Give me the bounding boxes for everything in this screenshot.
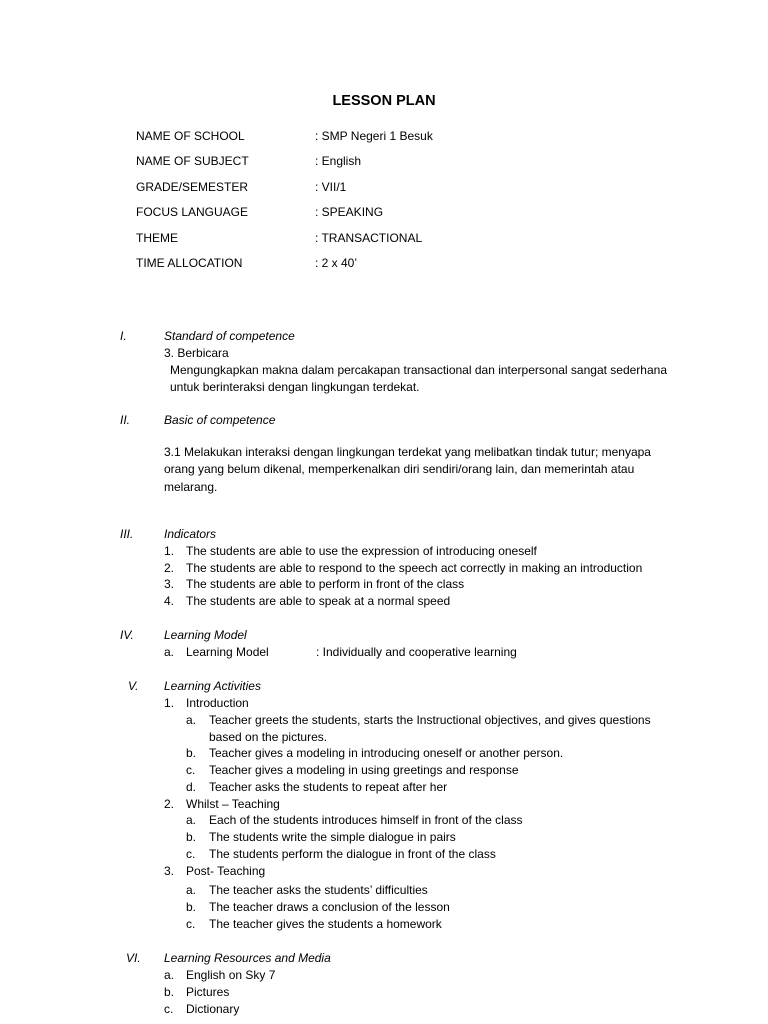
list-letter: b. <box>164 985 175 999</box>
list-text: The students perform the dialogue in front of the class <box>209 847 496 861</box>
info-label: FOCUS LANGUAGE <box>136 205 249 220</box>
basic-text-line: orang yang belum dikenal, memperkenalkan diri sendiri/orang lain, dan memerintah atau <box>164 462 635 476</box>
list-number: 4. <box>164 594 175 608</box>
standard-text-line: untuk berinteraksi dengan lingkungan terdekat. <box>170 380 420 394</box>
list-item <box>186 812 686 829</box>
info-table <box>136 128 433 280</box>
list-item <box>186 899 686 916</box>
section-number: IV. <box>120 628 134 642</box>
list-item <box>164 984 229 1001</box>
list-letter: a. <box>164 645 175 659</box>
basic-text-line: melarang. <box>164 480 218 494</box>
page-title: LESSON PLAN <box>332 93 436 109</box>
list-text: Teacher gives a modeling in using greetings and response <box>209 763 519 777</box>
list-item <box>186 779 686 796</box>
list-text: The students are able to perform in front of the class <box>186 577 465 591</box>
list-item <box>164 543 537 560</box>
info-label: GRADE/SEMESTER <box>136 179 249 194</box>
section-title-resources: Learning Resources and Media <box>164 951 331 965</box>
list-item <box>164 796 280 813</box>
section-title-indicators: Indicators <box>164 527 217 541</box>
list-letter: a. <box>186 883 197 897</box>
list-text: English on Sky 7 <box>186 968 276 982</box>
learning-model-value: : Individually and cooperative learning <box>316 645 517 659</box>
info-label: TIME ALLOCATION <box>136 255 243 270</box>
section-title-basic: Basic of competence <box>164 413 276 427</box>
section-number: I. <box>120 329 127 343</box>
list-text-line: based on the pictures. <box>209 729 328 744</box>
list-letter: b. <box>186 900 197 914</box>
list-number: 3. <box>164 864 175 878</box>
info-row-time <box>136 255 433 280</box>
info-value: : SPEAKING <box>315 205 384 220</box>
list-item <box>164 644 517 661</box>
list-text: The teacher asks the students’ difficulties <box>209 883 428 897</box>
list-letter: a. <box>186 813 197 827</box>
list-item <box>186 745 686 762</box>
basic-text-line: 3.1 Melakukan interaksi dengan lingkungan terdekat yang melibatkan tindak tutur; menyapa <box>164 445 651 459</box>
list-text: The students write the simple dialogue in pairs <box>209 830 456 844</box>
list-number: 3. <box>164 577 175 591</box>
info-label: THEME <box>136 230 178 245</box>
list-text: The students are able to use the expression of introducing oneself <box>186 544 537 558</box>
info-value: : VII/1 <box>315 179 347 194</box>
info-value: : 2 x 40’ <box>315 255 358 270</box>
list-item <box>164 560 642 577</box>
standard-subheading: 3. Berbicara <box>164 346 229 360</box>
list-text: Introduction <box>186 696 249 710</box>
list-letter: c. <box>186 917 196 931</box>
info-row-school <box>136 128 433 153</box>
list-item <box>186 829 686 846</box>
section-number: V. <box>128 679 139 693</box>
list-text: The students are able to speak at a normal speed <box>186 594 451 608</box>
list-number: 1. <box>164 544 175 558</box>
section-title-learning-activities: Learning Activities <box>164 679 261 693</box>
list-number: 2. <box>164 561 175 575</box>
list-letter: c. <box>164 1002 174 1016</box>
info-label: NAME OF SCHOOL <box>136 129 245 143</box>
list-item <box>186 916 686 933</box>
list-text: Teacher gives a modeling in introducing oneself or another person. <box>209 746 564 760</box>
list-letter: c. <box>186 847 196 861</box>
info-value: : SMP Negeri 1 Besuk <box>315 129 433 143</box>
info-row-subject <box>136 153 433 178</box>
list-text: Pictures <box>186 985 230 999</box>
list-item <box>164 695 249 712</box>
section-title-learning-model: Learning Model <box>164 628 247 642</box>
list-letter: b. <box>186 830 197 844</box>
list-number: 2. <box>164 797 175 811</box>
list-text: The teacher gives the students a homework <box>209 917 442 931</box>
list-item <box>186 712 686 746</box>
list-item <box>164 863 265 880</box>
info-row-grade <box>136 179 433 204</box>
list-item <box>164 1001 239 1018</box>
list-letter: a. <box>164 968 175 982</box>
list-text: Post- Teaching <box>186 864 266 878</box>
list-item <box>186 846 686 863</box>
list-letter: c. <box>186 763 196 777</box>
info-value: : TRANSACTIONAL <box>315 230 423 245</box>
list-text: The teacher draws a conclusion of the lesson <box>209 900 450 914</box>
list-item <box>186 882 686 899</box>
list-item <box>164 967 275 984</box>
section-number: III. <box>120 527 134 541</box>
list-text: The students are able to respond to the speech act correctly in making an introduction <box>186 561 643 575</box>
list-text <box>209 712 686 746</box>
list-letter: b. <box>186 746 197 760</box>
list-text: Each of the students introduces himself in front of the class <box>209 813 523 827</box>
section-title-standard: Standard of competence <box>164 329 295 343</box>
info-row-focus <box>136 204 433 229</box>
info-row-theme <box>136 230 433 255</box>
list-text-line: Teacher greets the students, starts the Instructional objectives, and gives questions <box>209 713 651 727</box>
list-item <box>164 576 464 593</box>
list-number: 1. <box>164 696 175 710</box>
learning-model-label: Learning Model <box>186 645 269 659</box>
list-text: Dictionary <box>186 1002 240 1016</box>
section-number: II. <box>120 413 131 427</box>
list-letter: a. <box>186 713 197 727</box>
list-item <box>164 593 450 610</box>
list-text: Teacher asks the students to repeat after her <box>209 780 448 794</box>
info-value: : English <box>315 154 362 169</box>
section-number: VI. <box>126 951 141 965</box>
standard-text-line: Mengungkapkan makna dalam percakapan transactional dan interpersonal sangat sederhana <box>170 363 667 377</box>
list-item <box>186 762 686 779</box>
info-label: NAME OF SUBJECT <box>136 154 249 169</box>
list-text: Whilst – Teaching <box>186 797 280 811</box>
list-letter: d. <box>186 780 197 794</box>
